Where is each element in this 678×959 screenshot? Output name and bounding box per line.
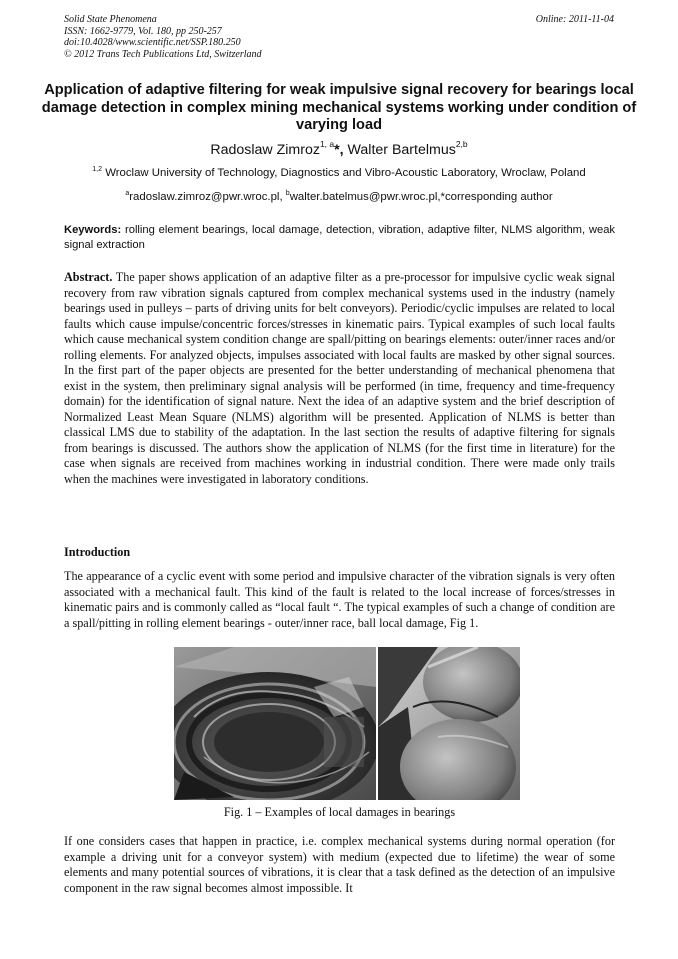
- journal-header: [64, 14, 262, 60]
- online-date-text: Online: 2011-11-04: [535, 14, 614, 25]
- body-paragraph-2: If one considers cases that happen in practice, i.e. complex mechanical systems during normal operation (for example a driving unit for a conveyor system) with medium (expected due to lifetime) the wear of some elements and many potential sources of vibrations, it is clear that a task defined as the detection of an impulsive component in the raw signal becomes almost impossible. It: [64, 834, 615, 895]
- email-line: [40, 190, 638, 204]
- paper-title: Application of adaptive filtering for weak impulsive signal recovery for bearings local damage detection in complex mining mechanical systems working under condition of varying load: [41, 82, 637, 133]
- figure-1: [174, 647, 520, 800]
- introduction-paragraph: The appearance of a cyclic event with some period and impulsive character of the vibration signals is very often associated with a mechanical fault. This kind of the fault is related to the local increase of forces/stresses in kinematic pairs and is commonly called as “local fault “. The typical examples of such a change of condition are a spall/pitting in rolling element bearings - outer/inner race, ball local damage, Fig 1.: [64, 569, 615, 630]
- abstract-label: Abstract.: [64, 270, 113, 284]
- keywords: [64, 223, 615, 252]
- affiliation: [40, 166, 638, 180]
- issn-line: ISSN: 1662-9779, Vol. 180, pp 250-257: [64, 25, 222, 37]
- affiliation-sup: 1,2: [92, 166, 103, 174]
- introduction-heading: Introduction: [64, 545, 131, 559]
- online-date: [536, 14, 614, 26]
- affiliation-text: Wroclaw University of Technology, Diagnostics and Vibro-Acoustic Laboratory, Wroclaw, Poland: [105, 167, 586, 179]
- keywords-text: rolling element bearings, local damage, detection, vibration, adaptive filter, NLMS algorithm, weak signal extraction: [64, 224, 616, 251]
- email-2: walter.batelmus@pwr.wroc.pl,*corresponding author: [289, 191, 553, 203]
- email-1: radoslaw.zimroz@pwr.wroc.pl,: [129, 191, 286, 203]
- author-1-affil: 1, a: [319, 139, 335, 150]
- keywords-label: Keywords:: [64, 224, 122, 236]
- figure-1-caption: Fig. 1 – Examples of local damages in bearings: [223, 805, 456, 819]
- author-2-affil: 2,b: [455, 139, 468, 150]
- bearing-rollers-photo: [378, 647, 520, 800]
- copyright-line: © 2012 Trans Tech Publications Ltd, Switzerland: [64, 48, 262, 60]
- email-sup-a: a: [125, 190, 130, 198]
- author-2: Walter Bartelmus: [347, 142, 456, 158]
- journal-name: Solid State Phenomena: [64, 14, 157, 25]
- bearing-outer-race-photo: [174, 647, 376, 800]
- abstract-text: The paper shows application of an adaptive filter as a pre-processor for impulsive cyclic weak signal recovery from raw vibration signals captured from complex mechanical systems used in the industry (namely bearings used in pulleys – parts of driving units for belt conveyors). Periodic/cyclic impulses are related to local faults which cause impulse/concentric forces/stresses in kinematic pairs. Typical examples of such local faults which cause mechanical system condition change are spall/pitting on bearings elements: outer/inner races and/or rolling elements. For analyzed objects, impulses associated with local faults are masked by other signal sources. In the first part of the paper objects are presented for the better understanding of mechanical phenomena that exist in the system, then preliminary signal analysis will be performed (in time, frequency and time-frequency domain) for the identification of signal nature. Next the idea of an adaptive system and the brief description of Normalized Least Mean Square (NLMS) algorithm will be presented. Application of NLMS is better than classical LMS due to stability of the adaptation. In the last section the results of adaptive filtering for signals from bearings is discussed. The authors show the application of NLMS (for the first time in literature) for the case when signals are received from machines working in industrial condition. There were made only trails when the machines were investigated in laboratory conditions.: [64, 270, 616, 486]
- author-1-mark: *,: [334, 142, 344, 158]
- email-sup-b: b: [285, 190, 290, 198]
- author-1: Radoslaw Zimroz: [210, 142, 320, 158]
- abstract: [64, 270, 615, 487]
- authors-line: [40, 141, 638, 159]
- doi-line: doi:10.4028/www.scientific.net/SSP.180.250: [64, 37, 241, 48]
